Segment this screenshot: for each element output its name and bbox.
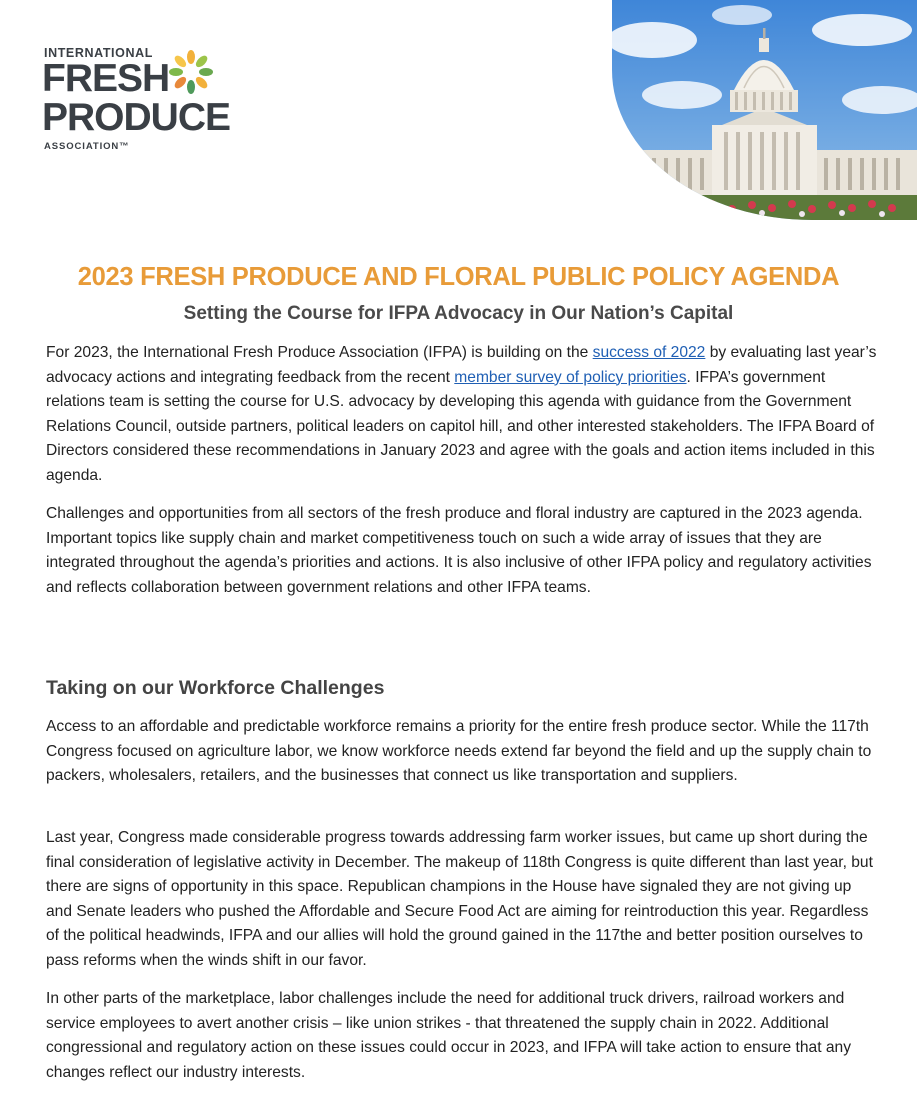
intro-text-part1: For 2023, the International Fresh Produce Association (IFPA) is building on the [46, 344, 593, 361]
workforce-paragraph-3: In other parts of the marketplace, labor challenges include the need for additional truck drivers, railroad workers and service employees to avert another crisis – like union strikes - that threatened the supply chain in 2022. Additional congressional and regulatory action on these issues could occur in 2023, and IFPA will take action to ensure that any changes reflect our industry interests. [46, 990, 852, 1081]
workforce-paragraph-1: Access to an affordable and predictable workforce remains a priority for the entire fresh produce sector. While the 117th Congress focused on agriculture labor, we know workforce needs extend far beyond the field and up the supply chain to packers, wholesalers, retailers, and the businesses that connect us like transportation and suppliers. [46, 718, 872, 785]
ifpa-logo [42, 46, 231, 156]
intro-paragraph-1 [46, 341, 878, 489]
intro-text-part2: by evaluating last year’s advocacy actions and integrating feedback from the recent [46, 344, 877, 386]
logo-line-produce: PRODUCE [42, 96, 231, 139]
capitol-hero-image [612, 0, 917, 220]
page-subtitle: Setting the Course for IFPA Advocacy in Our Nation’s Capital [183, 303, 734, 324]
logo-line-fresh: FRESH [42, 57, 170, 100]
capitol-illustration [612, 0, 917, 220]
logo-petal-icon [167, 48, 215, 96]
intro-text-part3: . IFPA’s government relations team is setting the course for U.S. advocacy by developing this agenda with guidance from the Government Relations Council, outside partners, political leaders on capitol hill, and other interested stakeholders. The IFPA Board of Directors considered these recommendations in January 2023 and agree with the goals and action items included in this agenda. [46, 368, 875, 484]
workforce-paragraph-2: Last year, Congress made considerable progress towards addressing farm worker issues, but came up short during the final consideration of legislative activity in December. The makeup of 118th Congress is quite different than last year, but there are signs of opportunity in this space. Republican champions in the House have signaled they are not giving up and Senate leaders who pushed the Affordable and Secure Food Act are aiming for reintroduction this year. Regardless of the political headwinds, IFPA and our allies will hold the ground gained in the 117the and better position ourselves to pass reforms when the winds shift in our favor. [46, 829, 873, 969]
logo-line-international: INTERNATIONAL [44, 46, 153, 60]
workforce-section-heading: Taking on our Workforce Challenges [46, 677, 385, 699]
page-title: 2023 FRESH PRODUCE AND FLORAL PUBLIC POLICY AGENDA [77, 263, 840, 291]
logo-line-association: ASSOCIATION™ [44, 141, 130, 152]
member-survey-link[interactable]: member survey of policy priorities [454, 368, 687, 386]
success-of-2022-link[interactable]: success of 2022 [592, 344, 706, 361]
intro-paragraph-2: Challenges and opportunities from all sectors of the fresh produce and floral industry are captured in the 2023 agenda. Important topics like supply chain and market competitiveness touch on such a wide array of issues that they are integrated throughout the agenda’s priorities and actions. It is also inclusive of other IFPA policy and regulatory activities and reflects collaboration between government relations and other IFPA teams. [46, 505, 872, 596]
